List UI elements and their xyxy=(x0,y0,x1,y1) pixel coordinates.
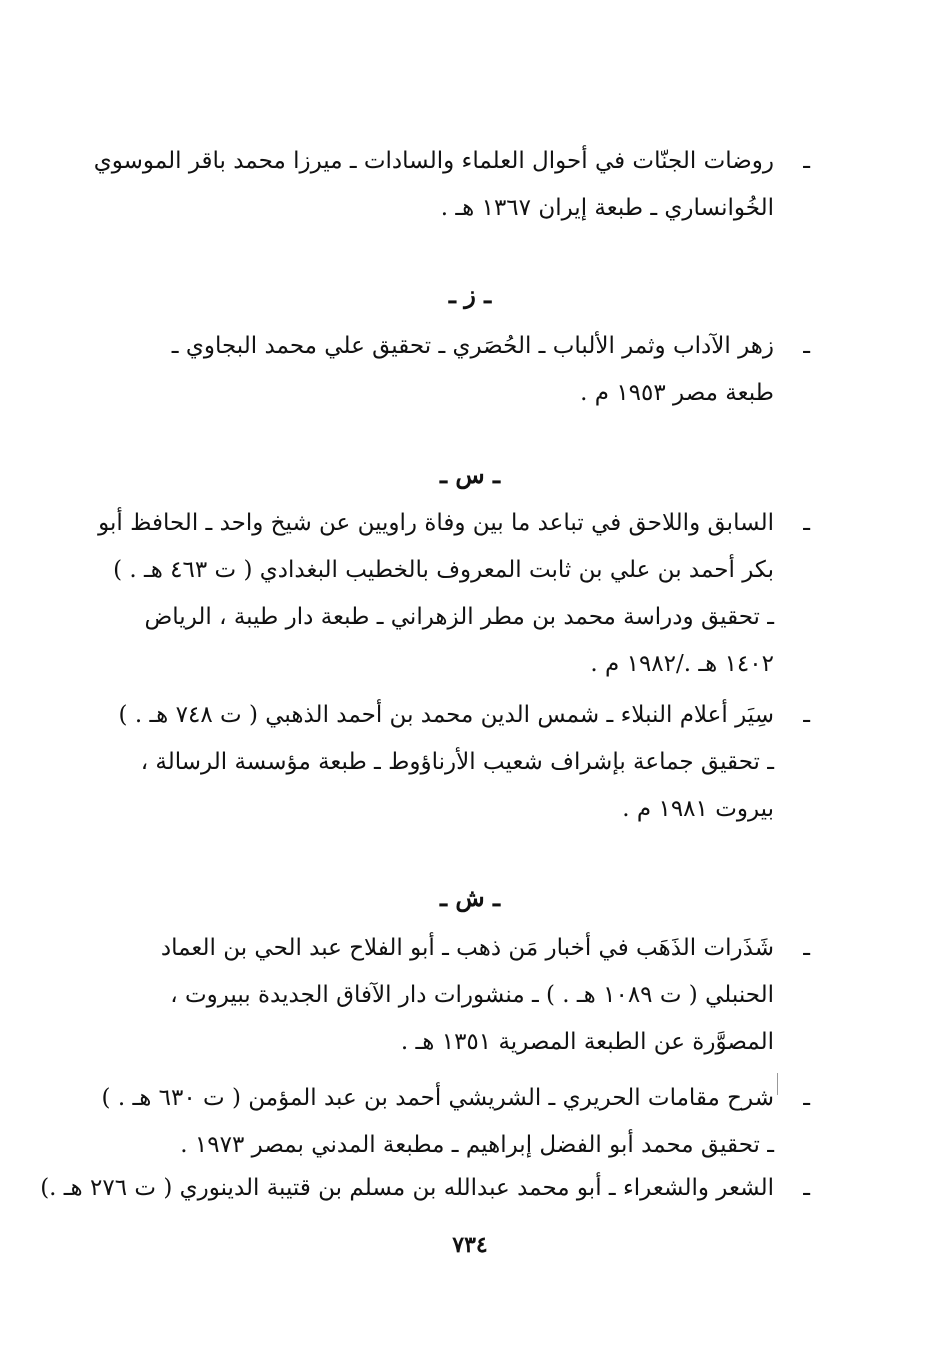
scan-mark xyxy=(777,1073,778,1095)
bibliography-entry xyxy=(40,1165,810,1212)
entry-dash: ـ xyxy=(803,702,810,728)
entry-line: السابق واللاحق في تباعد ما بين وفاة راويين عن شيخ واحد ـ الحافظ أبو xyxy=(98,510,774,536)
entry-line: الخُوانساري ـ طبعة إيران ١٣٦٧ هـ . xyxy=(440,195,774,221)
entry-line: بيروت ١٩٨١ م . xyxy=(622,796,774,822)
entry-line: الشعر والشعراء ـ أبو محمد عبدالله بن مسلم بن قتيبة الدينوري ( ت ٢٧٦ هـ .) xyxy=(40,1175,774,1201)
entry-dash: ـ xyxy=(803,1175,810,1201)
entry-line: ـ تحقيق محمد أبو الفضل إبراهيم ـ مطبعة المدني بمصر ١٩٧٣ . xyxy=(180,1132,774,1158)
entry-line: شَذَرات الذَهَب في أخبار مَن ذهب ـ أبو الفلاح عبد الحي بن العماد xyxy=(160,935,774,961)
entry-line: زهر الآداب وثمر الألباب ـ الحُصَري ـ تحقيق علي محمد البجاوي ـ xyxy=(171,333,774,359)
section-heading-zay: ـ ز ـ xyxy=(448,280,492,309)
entry-line: ـ تحقيق ودراسة محمد بن مطر الزهراني ـ طبعة دار طيبة ، الرياض xyxy=(144,604,774,630)
entry-dash: ـ xyxy=(803,1085,810,1111)
entry-dash: ـ xyxy=(803,935,810,961)
bibliography-entry xyxy=(93,138,810,232)
bibliography-entry xyxy=(130,323,810,417)
document-page xyxy=(40,0,810,1358)
bibliography-entry xyxy=(98,500,810,688)
section-heading-sheen: ـ ش ـ xyxy=(439,883,501,912)
entry-line: بكر أحمد بن علي بن ثابت المعروف بالخطيب البغدادي ( ت ٤٦٣ هـ . ) xyxy=(113,557,774,583)
section-heading-seen: ـ س ـ xyxy=(439,460,501,489)
entry-dash: ـ xyxy=(803,333,810,359)
page-number: ٧٣٤ xyxy=(452,1232,488,1258)
entry-line: طبعة مصر ١٩٥٣ م . xyxy=(580,380,774,406)
entry-line: سِيَر أعلام النبلاء ـ شمس الدين محمد بن أحمد الذهبي ( ت ٧٤٨ هـ . ) xyxy=(118,702,774,728)
entry-dash: ـ xyxy=(803,510,810,536)
entry-line: ـ تحقيق جماعة بإشراف شعيب الأرناؤوط ـ طبعة مؤسسة الرسالة ، xyxy=(140,749,774,775)
entry-line: المصوَّرة عن الطبعة المصرية ١٣٥١ هـ . xyxy=(400,1029,774,1055)
bibliography-entry xyxy=(118,692,810,833)
entry-line: روضات الجنّات في أحوال العلماء والسادات ـ ميرزا محمد باقر الموسوي xyxy=(93,148,774,174)
bibliography-entry xyxy=(101,1075,810,1169)
entry-line: شرح مقامات الحريري ـ الشريشي أحمد بن عبد المؤمن ( ت ٦٣٠ هـ . ) xyxy=(101,1085,774,1111)
entry-line: الحنبلي ( ت ١٠٨٩ هـ . ) ـ منشورات دار الآفاق الجديدة ببيروت ، xyxy=(170,982,774,1008)
bibliography-entry xyxy=(130,925,810,1066)
entry-line: ١٤٠٢ هـ ./١٩٨٢ م . xyxy=(590,651,774,677)
entry-dash: ـ xyxy=(803,148,810,174)
